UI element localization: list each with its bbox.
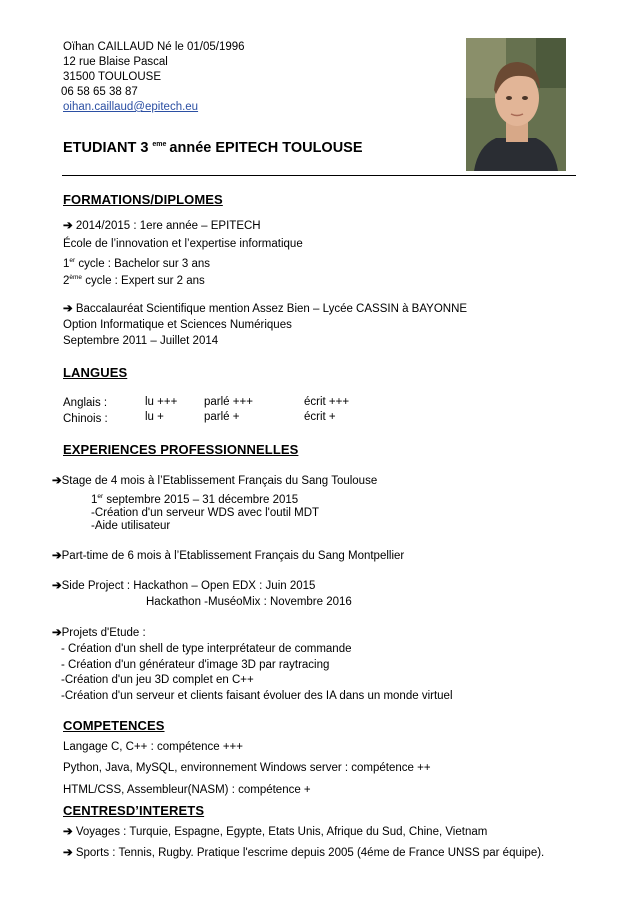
contact-name-birth: Oïhan CAILLAUD Né le 01/05/1996: [63, 41, 245, 53]
interet-sports: Sports : Tennis, Rugby. Pratique l'escrime depuis 2005 (4éme de France UNSS par équipe).: [75, 847, 545, 859]
projet-3: -Création d'un jeu 3D complet en C++: [61, 674, 254, 686]
experience-stage-task-2: -Aide utilisateur: [91, 520, 171, 532]
formation-bac-dates: Septembre 2011 – Juillet 2014: [63, 335, 219, 347]
cycle2-num: 2: [63, 274, 70, 287]
cycle1-sup: er: [69, 257, 76, 264]
experience-projets: Projets d'Etude :: [61, 627, 146, 639]
contact-phone: 06 58 65 38 87: [61, 86, 138, 98]
competence-3: HTML/CSS, Assembleur(NASM) : compétence +: [63, 784, 311, 796]
projet-2: - Création d'un générateur d'image 3D par raytracing: [61, 659, 330, 671]
heading-competences: COMPETENCES: [63, 718, 165, 733]
interet-sports-line: [63, 846, 544, 860]
interet-voyages: Voyages : Turquie, Espagne, Egypte, Etats Unis, Afrique du Sud, Chine, Vietnam: [75, 826, 488, 838]
formation-bac-line: [63, 302, 467, 316]
projet-1: - Création d'un shell de type interprétateur de commande: [61, 643, 352, 655]
arrow-right-icon: ➔: [52, 550, 62, 562]
contact-street: 12 rue Blaise Pascal: [63, 56, 168, 68]
arrow-right-icon: ➔: [63, 847, 73, 859]
arrow-right-icon: ➔: [52, 475, 62, 487]
experience-stage-dates: [91, 490, 298, 507]
title-sup: eme: [152, 141, 167, 148]
experience-parttime: Part-time de 6 mois à l’Etablissement Français du Sang Montpellier: [61, 550, 405, 562]
heading-interets: CENTRESD’INTERETS: [63, 803, 205, 818]
langue-row-1-lu: lu +++: [145, 396, 178, 408]
experience-stage-task-1: -Création d'un serveur WDS avec l'outil MDT: [91, 507, 320, 519]
stage-date-text: septembre 2015 – 31 décembre 2015: [103, 493, 299, 506]
contact-email-link[interactable]: oihan.caillaud@epitech.eu: [63, 101, 199, 113]
langue-row-2-lang: Chinois :: [63, 413, 108, 425]
experience-side-1: Side Project : Hackathon – Open EDX : Juin 2015: [61, 580, 316, 592]
stage-date-num: 1: [91, 493, 98, 506]
cycle1-num: 1: [63, 257, 70, 270]
stage-date-sup: er: [97, 493, 104, 500]
heading-experiences: EXPERIENCES PROFESSIONNELLES: [63, 442, 299, 457]
experience-parttime-line: [52, 549, 404, 563]
cycle1-text: cycle : Bachelor sur 3 ans: [75, 257, 211, 270]
formation-cycle1: [63, 254, 210, 271]
portrait-image: [466, 38, 566, 171]
langue-row-2-lu: lu +: [145, 411, 164, 423]
experience-side-line: [52, 579, 315, 593]
profile-photo: [466, 38, 566, 171]
competence-2: Python, Java, MySQL, environnement Windows server : compétence ++: [63, 762, 431, 774]
langue-row-1-lang: Anglais :: [63, 397, 108, 409]
title-suffix: année EPITECH TOULOUSE: [169, 139, 363, 156]
experience-stage: Stage de 4 mois à l’Etablissement Français du Sang Toulouse: [61, 475, 378, 487]
competence-1: Langage C, C++ : compétence +++: [63, 741, 243, 753]
langue-row-1-ecrit: écrit +++: [304, 396, 350, 408]
title-rule: [62, 175, 576, 176]
experience-side-2: Hackathon -MuséoMix : Novembre 2016: [146, 596, 352, 608]
projet-4: -Création d'un serveur et clients faisant évoluer des IA dans un monde virtuel: [61, 690, 453, 702]
langue-row-2-parle: parlé +: [204, 411, 240, 423]
langue-row-1-parle: parlé +++: [204, 396, 253, 408]
formation-epitech-school: École de l’innovation et l’expertise informatique: [63, 238, 303, 250]
formation-bac: Baccalauréat Scientifique mention Assez Bien – Lycée CASSIN à BAYONNE: [75, 303, 468, 315]
experience-projets-line: [52, 626, 146, 640]
arrow-right-icon: ➔: [63, 220, 73, 232]
cycle2-text: cycle : Expert sur 2 ans: [82, 274, 205, 287]
contact-city: 31500 TOULOUSE: [63, 71, 162, 83]
heading-formations: FORMATIONS/DIPLOMES: [63, 192, 223, 207]
langue-row-2-ecrit: écrit +: [304, 411, 336, 423]
interet-voyages-line: [63, 825, 487, 839]
arrow-right-icon: ➔: [52, 580, 62, 592]
cycle2-sup: ème: [69, 274, 83, 281]
arrow-right-icon: ➔: [63, 826, 73, 838]
cv-title: [63, 136, 363, 157]
formation-cycle2: [63, 271, 205, 288]
title-prefix: ETUDIANT 3: [63, 139, 149, 156]
arrow-right-icon: ➔: [63, 303, 73, 315]
formation-bac-option: Option Informatique et Sciences Numériques: [63, 319, 292, 331]
formation-epitech-line: [63, 219, 261, 233]
experience-stage-line: [52, 474, 377, 488]
heading-langues: LANGUES: [63, 365, 128, 380]
formation-epitech-year: 2014/2015 : 1ere année – EPITECH: [75, 220, 261, 232]
arrow-right-icon: ➔: [52, 627, 62, 639]
